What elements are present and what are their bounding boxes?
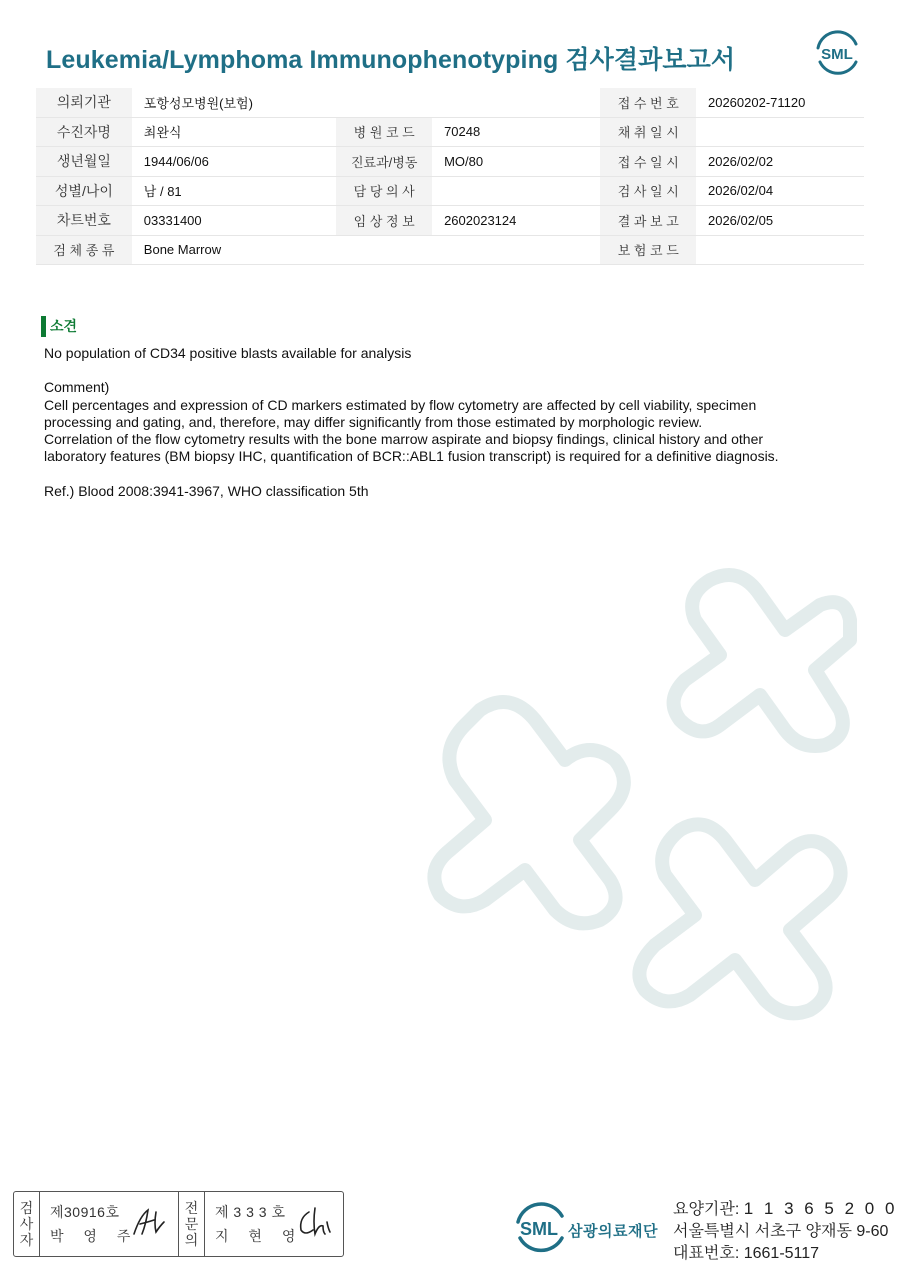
hospital-code-value: 70248 — [432, 117, 600, 147]
doctor-value — [432, 176, 600, 206]
insurance-code-label: 보 험 코 드 — [600, 235, 696, 265]
birth-date-label: 생년월일 — [36, 147, 132, 177]
specimen-value: Bone Marrow — [132, 235, 601, 265]
examiner-license: 제30916호 — [50, 1204, 120, 1220]
care-institution-no: 1 1 3 6 5 2 0 0 — [743, 1199, 898, 1218]
comment-line: laboratory features (BM biopsy IHC, quantification of BCR::ABL1 fusion transcript) is required for a definitive diagnosis. — [44, 448, 779, 465]
insurance-code-value — [696, 235, 864, 265]
clinical-info-label: 임 상 정 보 — [336, 206, 432, 236]
care-institution-line: 요양기관: 1 1 3 6 5 2 0 0 — [673, 1199, 898, 1218]
footer-info — [673, 1198, 897, 1265]
comment-line: processing and gating, and, therefore, may differ significantly from those estimated by morphologic review. — [44, 413, 703, 430]
collection-date-label: 채 취 일 시 — [600, 117, 696, 147]
receipt-no-value: 20260202-71120 — [696, 88, 864, 117]
institution-value: 포항성모병원(보험) — [132, 88, 601, 117]
info-row — [36, 206, 864, 236]
address-line: 서울특별시 서초구 양재동 9-60 — [673, 1223, 889, 1240]
examiner-label: 검 사 자 — [14, 1192, 40, 1256]
reference-text: Ref.) Blood 2008:3941-3967, WHO classification 5th — [44, 482, 369, 499]
examiner-signature — [130, 1204, 170, 1240]
dept-ward-value: MO/80 — [432, 147, 600, 177]
findings-heading — [41, 315, 77, 337]
specialist-name: 지 현 영 — [215, 1228, 304, 1244]
specialist-license: 제 3 3 3 호 — [215, 1204, 286, 1220]
signature-box — [13, 1191, 344, 1257]
collection-date-value — [696, 117, 864, 147]
logo-text: SML — [821, 46, 853, 63]
footer-sml-logo — [510, 1200, 570, 1256]
comment-label: Comment) — [44, 379, 110, 396]
comment-line: Correlation of the flow cytometry results with the bone marrow aspirate and biopsy findings, clinical history and other — [44, 431, 764, 448]
doctor-label: 담 당 의 사 — [336, 176, 432, 206]
patient-name-value: 최완식 — [132, 117, 337, 147]
info-row — [36, 147, 864, 177]
test-date-label: 검 사 일 시 — [600, 176, 696, 206]
specialist-signature — [295, 1204, 335, 1240]
specimen-label: 검 체 종 류 — [36, 235, 132, 265]
specialist-cell — [205, 1192, 343, 1256]
sml-logo — [812, 30, 862, 76]
info-row — [36, 235, 864, 265]
specialist-label: 전 문 의 — [179, 1192, 205, 1256]
clinical-info-value: 2602023124 — [432, 206, 600, 236]
section-marker — [41, 316, 46, 337]
test-date-value: 2026/02/04 — [696, 176, 864, 206]
receipt-date-label: 접 수 일 시 — [600, 147, 696, 177]
receipt-date-value: 2026/02/02 — [696, 147, 864, 177]
receipt-no-label: 접 수 번 호 — [600, 88, 696, 117]
findings-title: 소견 — [50, 318, 78, 334]
result-date-label: 결 과 보 고 — [600, 206, 696, 236]
phone-number: 1661-5117 — [743, 1245, 820, 1262]
report-title: Leukemia/Lymphoma Immunophenotyping 검사결과보고서 — [46, 46, 736, 74]
patient-name-label: 수진자명 — [36, 117, 132, 147]
result-date-value: 2026/02/05 — [696, 206, 864, 236]
phone-line: 대표번호: 1661-5117 — [673, 1245, 820, 1262]
examiner-name: 박 영 주 — [50, 1228, 139, 1244]
info-row — [36, 88, 864, 117]
comment-line: Cell percentages and expression of CD markers estimated by flow cytometry are affected by cell viability, specimen — [44, 396, 757, 413]
sex-age-value: 남 / 81 — [132, 176, 337, 206]
result-text: No population of CD34 positive blasts available for analysis — [44, 345, 412, 361]
findings-body — [44, 345, 844, 500]
footer-org-name: 삼광의료재단 — [568, 1223, 658, 1240]
institution-label: 의뢰기관 — [36, 88, 132, 117]
info-row — [36, 117, 864, 147]
birth-date-value: 1944/06/06 — [132, 147, 337, 177]
info-row — [36, 176, 864, 206]
footer-logo-text: SML — [520, 1219, 558, 1239]
examiner-cell — [40, 1192, 179, 1256]
hospital-code-label: 병 원 코 드 — [336, 117, 432, 147]
sex-age-label: 성별/나이 — [36, 176, 132, 206]
chart-no-label: 차트번호 — [36, 206, 132, 236]
dept-ward-label: 진료과/병동 — [336, 147, 432, 177]
patient-info-table — [36, 88, 864, 265]
cross-watermark — [360, 560, 860, 1060]
chart-no-value: 03331400 — [132, 206, 337, 236]
